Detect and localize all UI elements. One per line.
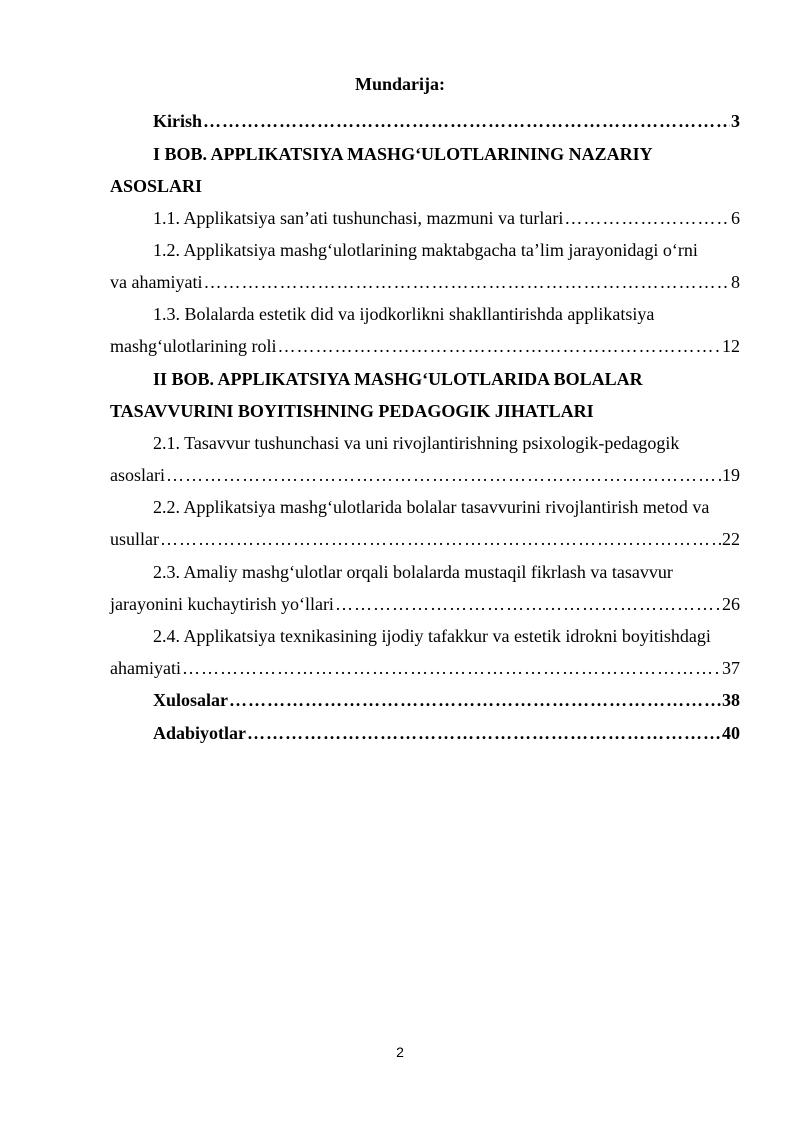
toc-entry-1-3-cont	[110, 333, 740, 359]
toc-entry-text: I BOB. APPLIKATSIYA MASHG‘ULOTLARINING NAZARIY	[153, 144, 653, 164]
toc-page-number: 19	[722, 465, 740, 485]
toc-leader	[166, 462, 721, 488]
toc-entry-text: Xulosalar	[153, 690, 229, 710]
toc-entry-text: TASAVVURINI BOYITISHNING PEDAGOGIK JIHATLARI	[110, 401, 594, 421]
toc-entry-1-2-cont	[110, 269, 740, 295]
toc-entry-text: 2.2. Applikatsiya mashg‘ulotlarida bolalar tasavvurini rivojlantirish metod va	[153, 497, 710, 517]
toc-entry-text: usullar	[110, 529, 159, 549]
toc-entry-text: 1.2. Applikatsiya mashg‘ulotlarining maktabgacha ta’lim jarayonidagi o‘rni	[153, 240, 698, 260]
toc-leader	[203, 108, 730, 134]
toc-chapter-1-heading-cont	[110, 173, 740, 199]
toc-entry-text: va ahamiyati	[110, 272, 203, 292]
toc-entry-xulosalar[interactable]	[153, 687, 740, 713]
toc-entry-2-2[interactable]	[153, 494, 740, 520]
toc-entry-1-2[interactable]	[153, 237, 740, 263]
toc-leader	[182, 655, 721, 681]
toc-entry-2-2-cont	[110, 526, 740, 552]
toc-entry-text: jarayonini kuchaytirish yo‘llari	[110, 594, 334, 614]
toc-entry-2-1[interactable]	[153, 430, 740, 456]
toc-entry-1-3[interactable]	[153, 301, 740, 327]
page-number: 2	[396, 1044, 404, 1060]
toc-entry-2-3-cont	[110, 591, 740, 617]
toc-entry-text: II BOB. APPLIKATSIYA MASHG‘ULOTLARIDA BOLALAR	[153, 369, 643, 389]
toc-entry-text: 1.1. Applikatsiya san’ati tushunchasi, mazmuni va turlari	[153, 208, 564, 228]
toc-page-number: 8	[731, 272, 740, 292]
toc-entry-text: mashg‘ulotlarining roli	[110, 336, 277, 356]
toc-entry-text: 2.3. Amaliy mashg‘ulotlar orqali bolalarda mustaqil fikrlash va tasavvur	[153, 562, 673, 582]
toc-leader	[277, 333, 721, 359]
toc-entry-text: Kirish	[153, 111, 203, 131]
toc-entry-text: 2.4. Applikatsiya texnikasining ijodiy tafakkur va estetik idrokni boyitishdagi	[153, 626, 711, 646]
toc-entry-2-4[interactable]	[153, 623, 740, 649]
toc-leader	[335, 591, 721, 617]
toc-page-number: 22	[722, 529, 740, 549]
toc-chapter-2-heading-cont	[110, 398, 740, 424]
toc-leader	[564, 205, 730, 231]
toc-entry-2-1-cont	[110, 462, 740, 488]
toc-leader	[160, 526, 721, 552]
toc-entry-text: 1.3. Bolalarda estetik did va ijodkorlikni shakllantirishda applikatsiya	[153, 304, 655, 324]
page-title: Mundarija:	[355, 74, 445, 94]
toc-entry-kirish[interactable]	[153, 108, 740, 134]
toc-page-number: 12	[722, 336, 740, 356]
toc-page-number: 38	[722, 690, 740, 710]
toc-page-number: 6	[731, 208, 740, 228]
toc-leader	[229, 687, 721, 713]
toc-entry-text: asoslari	[110, 465, 165, 485]
toc-entry-text: ahamiyati	[110, 658, 181, 678]
toc-leader	[247, 720, 721, 746]
toc-entry-2-3[interactable]	[153, 559, 740, 585]
toc-entry-adabiyotlar[interactable]	[153, 720, 740, 746]
toc-leader	[203, 269, 730, 295]
toc-entry-text: ASOSLARI	[110, 176, 203, 196]
toc-entry-text: Adabiyotlar	[153, 723, 247, 743]
toc-page-number: 3	[731, 111, 740, 131]
toc-page-number: 37	[722, 658, 740, 678]
toc-page-number: 26	[722, 594, 740, 614]
toc-entry-1-1[interactable]	[153, 205, 740, 231]
toc-entry-text: 2.1. Tasavvur tushunchasi va uni rivojlantirishning psixologik-pedagogik	[153, 433, 680, 453]
toc-chapter-1-heading[interactable]	[153, 141, 740, 167]
toc-entry-2-4-cont	[110, 655, 740, 681]
toc-page-number: 40	[722, 723, 740, 743]
toc-chapter-2-heading[interactable]	[153, 366, 740, 392]
